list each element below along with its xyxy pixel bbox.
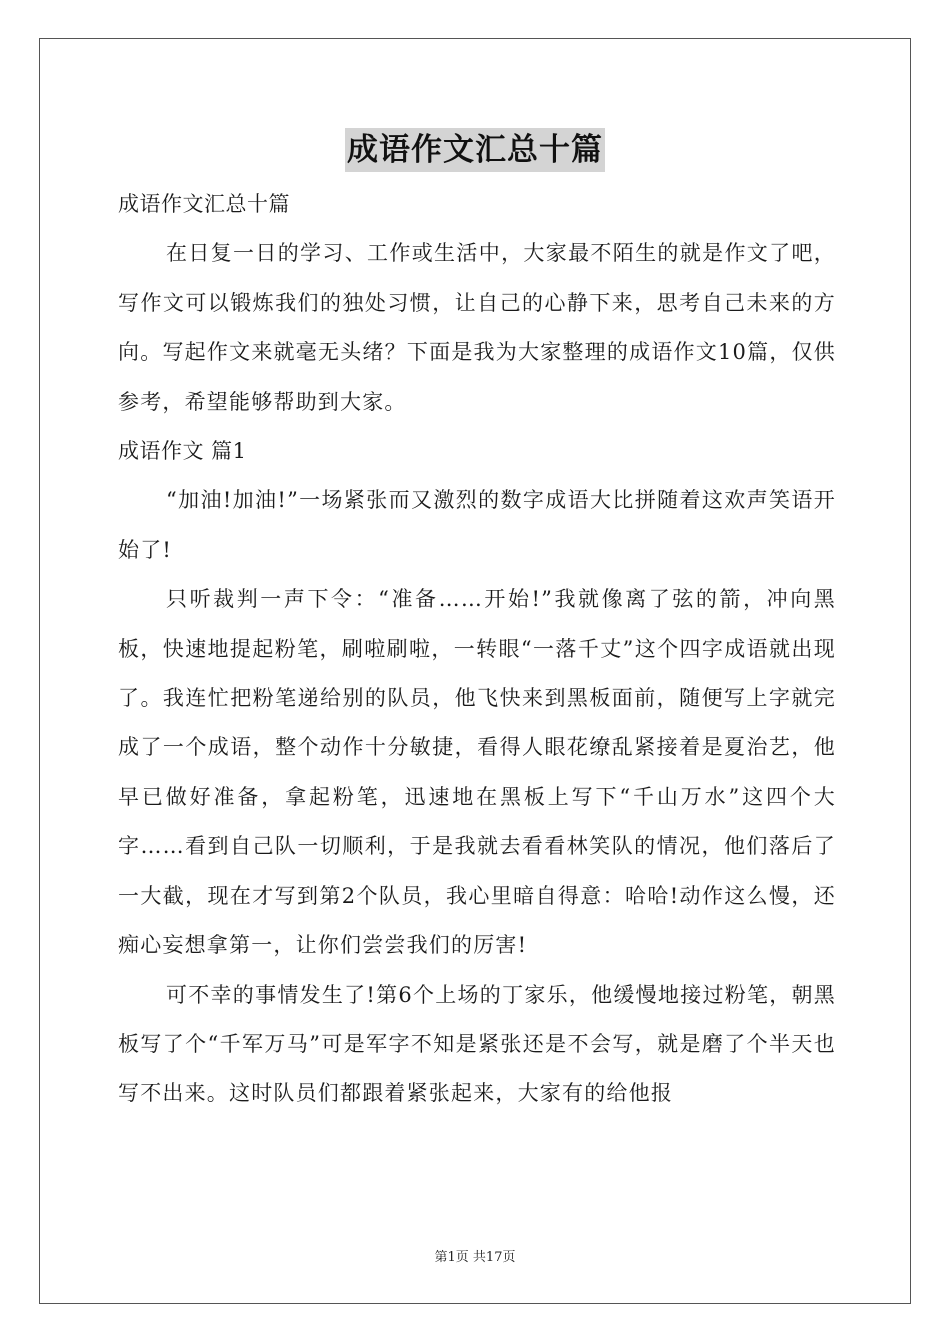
body-paragraph: 可不幸的事情发生了!第6个上场的丁家乐，他缓慢地接过粉笔，朝黑板写了个“千军万马”可是军字不知是紧张还是不会写，就是磨了个半天也写不出来。这时队员们都跟着紧张起来，大家有的给他报 xyxy=(118,982,836,1106)
body-paragraph: 在日复一日的学习、工作或生活中，大家最不陌生的就是作文了吧，写作文可以锻炼我们的独处习惯，让自己的心静下来，思考自己未来的方向。写起作文来就毫无头绪？下面是我为大家整理的成语作文10篇，仅供参考，希望能够帮助到大家。 xyxy=(118,241,836,414)
section-heading: 成语作文汇总十篇 xyxy=(118,192,290,216)
document-title: 成语作文汇总十篇 xyxy=(345,128,605,172)
title-container xyxy=(0,128,950,172)
document-body xyxy=(118,180,836,1119)
body-paragraph: 只听裁判一声下令：“准备……开始!”我就像离了弦的箭，冲向黑板，快速地提起粉笔，刷啦刷啦，一转眼“一落千丈”这个四字成语就出现了。我连忙把粉笔递给别的队员，他飞快来到黑板面前，随便写上字就完成了一个成语，整个动作十分敏捷，看得人眼花缭乱紧接着是夏治艺，他早已做好准备，拿起粉笔，迅速地在黑板上写下“千山万水”这四个大字……看到自己队一切顺利，于是我就去看看林笑队的情况，他们落后了一大截，现在才写到第2个队员，我心里暗自得意：哈哈!动作这么慢，还痴心妄想拿第一，让你们尝尝我们的厉害! xyxy=(118,587,836,958)
section-heading: 成语作文 篇1 xyxy=(118,439,247,464)
page-footer: 第1页 共17页 xyxy=(434,1250,516,1265)
body-paragraph: “加油!加油!”一场紧张而又激烈的数字成语大比拼随着这欢声笑语开始了! xyxy=(118,488,836,562)
